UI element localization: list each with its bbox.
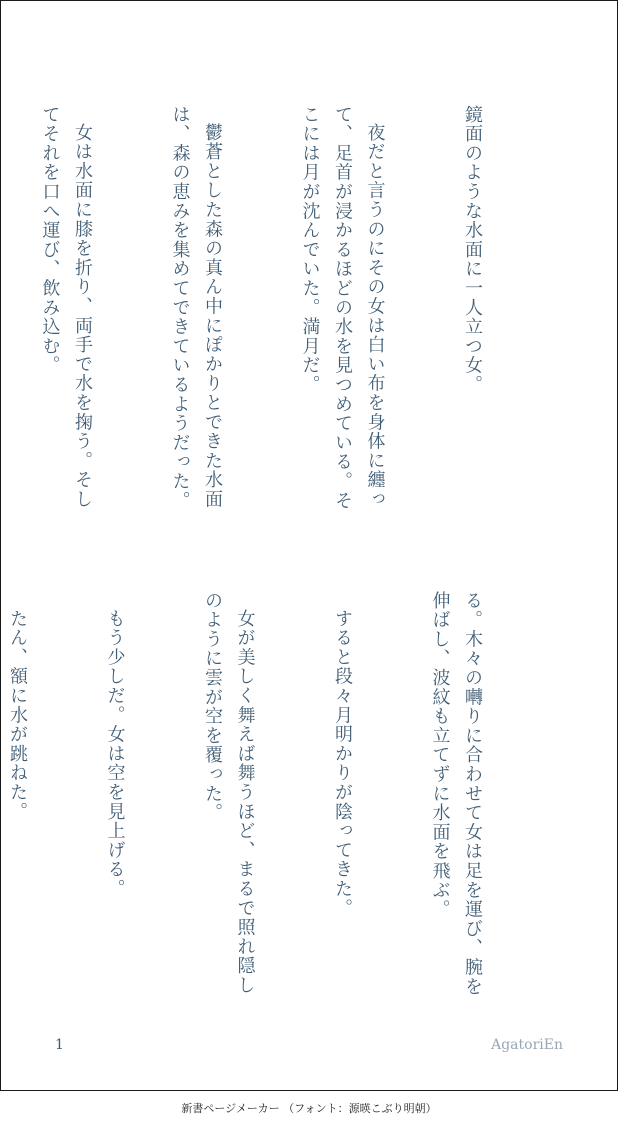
paragraph: 鬱蒼とした森の真ん中にぽかりとできた水面は、森の恵みを集めてできているようだった。 bbox=[169, 105, 223, 511]
paragraph: 女は水面に膝を折り、両手で水を掬う。そしてそれを口へ運び、飲み込む。 bbox=[39, 105, 93, 509]
paragraph: る。木々の囀りに合わせて女は足を運び、腕を伸ばし、波紋も立てずに水面を飛ぶ。 bbox=[429, 591, 483, 997]
paragraph: 鏡面のような水面に一人立つ女。 bbox=[462, 105, 483, 395]
paragraph: もう少しだ。女は空を見上げる。 bbox=[104, 609, 126, 899]
paragraph: すると段々月明かりが陰ってきた。 bbox=[332, 609, 353, 918]
paragraph: 夜だと言うのにその女は白い布を身体に纏って、足首が浸かるほどの水を見つめている。そこには月が沈んでいた。満月だ。 bbox=[299, 105, 386, 511]
text-block-bottom bbox=[7, 591, 553, 1011]
paragraph: たん、額に水が跳ねた。 bbox=[7, 609, 28, 822]
author-name: AgatoriEn bbox=[491, 1037, 563, 1053]
text-block-top bbox=[39, 105, 553, 525]
page-number: 1 bbox=[55, 1037, 64, 1053]
footer-caption: 新書ページメーカー （フォント：源暎こぶり明朝） bbox=[181, 1102, 437, 1115]
paragraph: 女が美しく舞えば舞うほど、まるで照れ隠しのように雲が空を覆った。 bbox=[202, 591, 256, 995]
